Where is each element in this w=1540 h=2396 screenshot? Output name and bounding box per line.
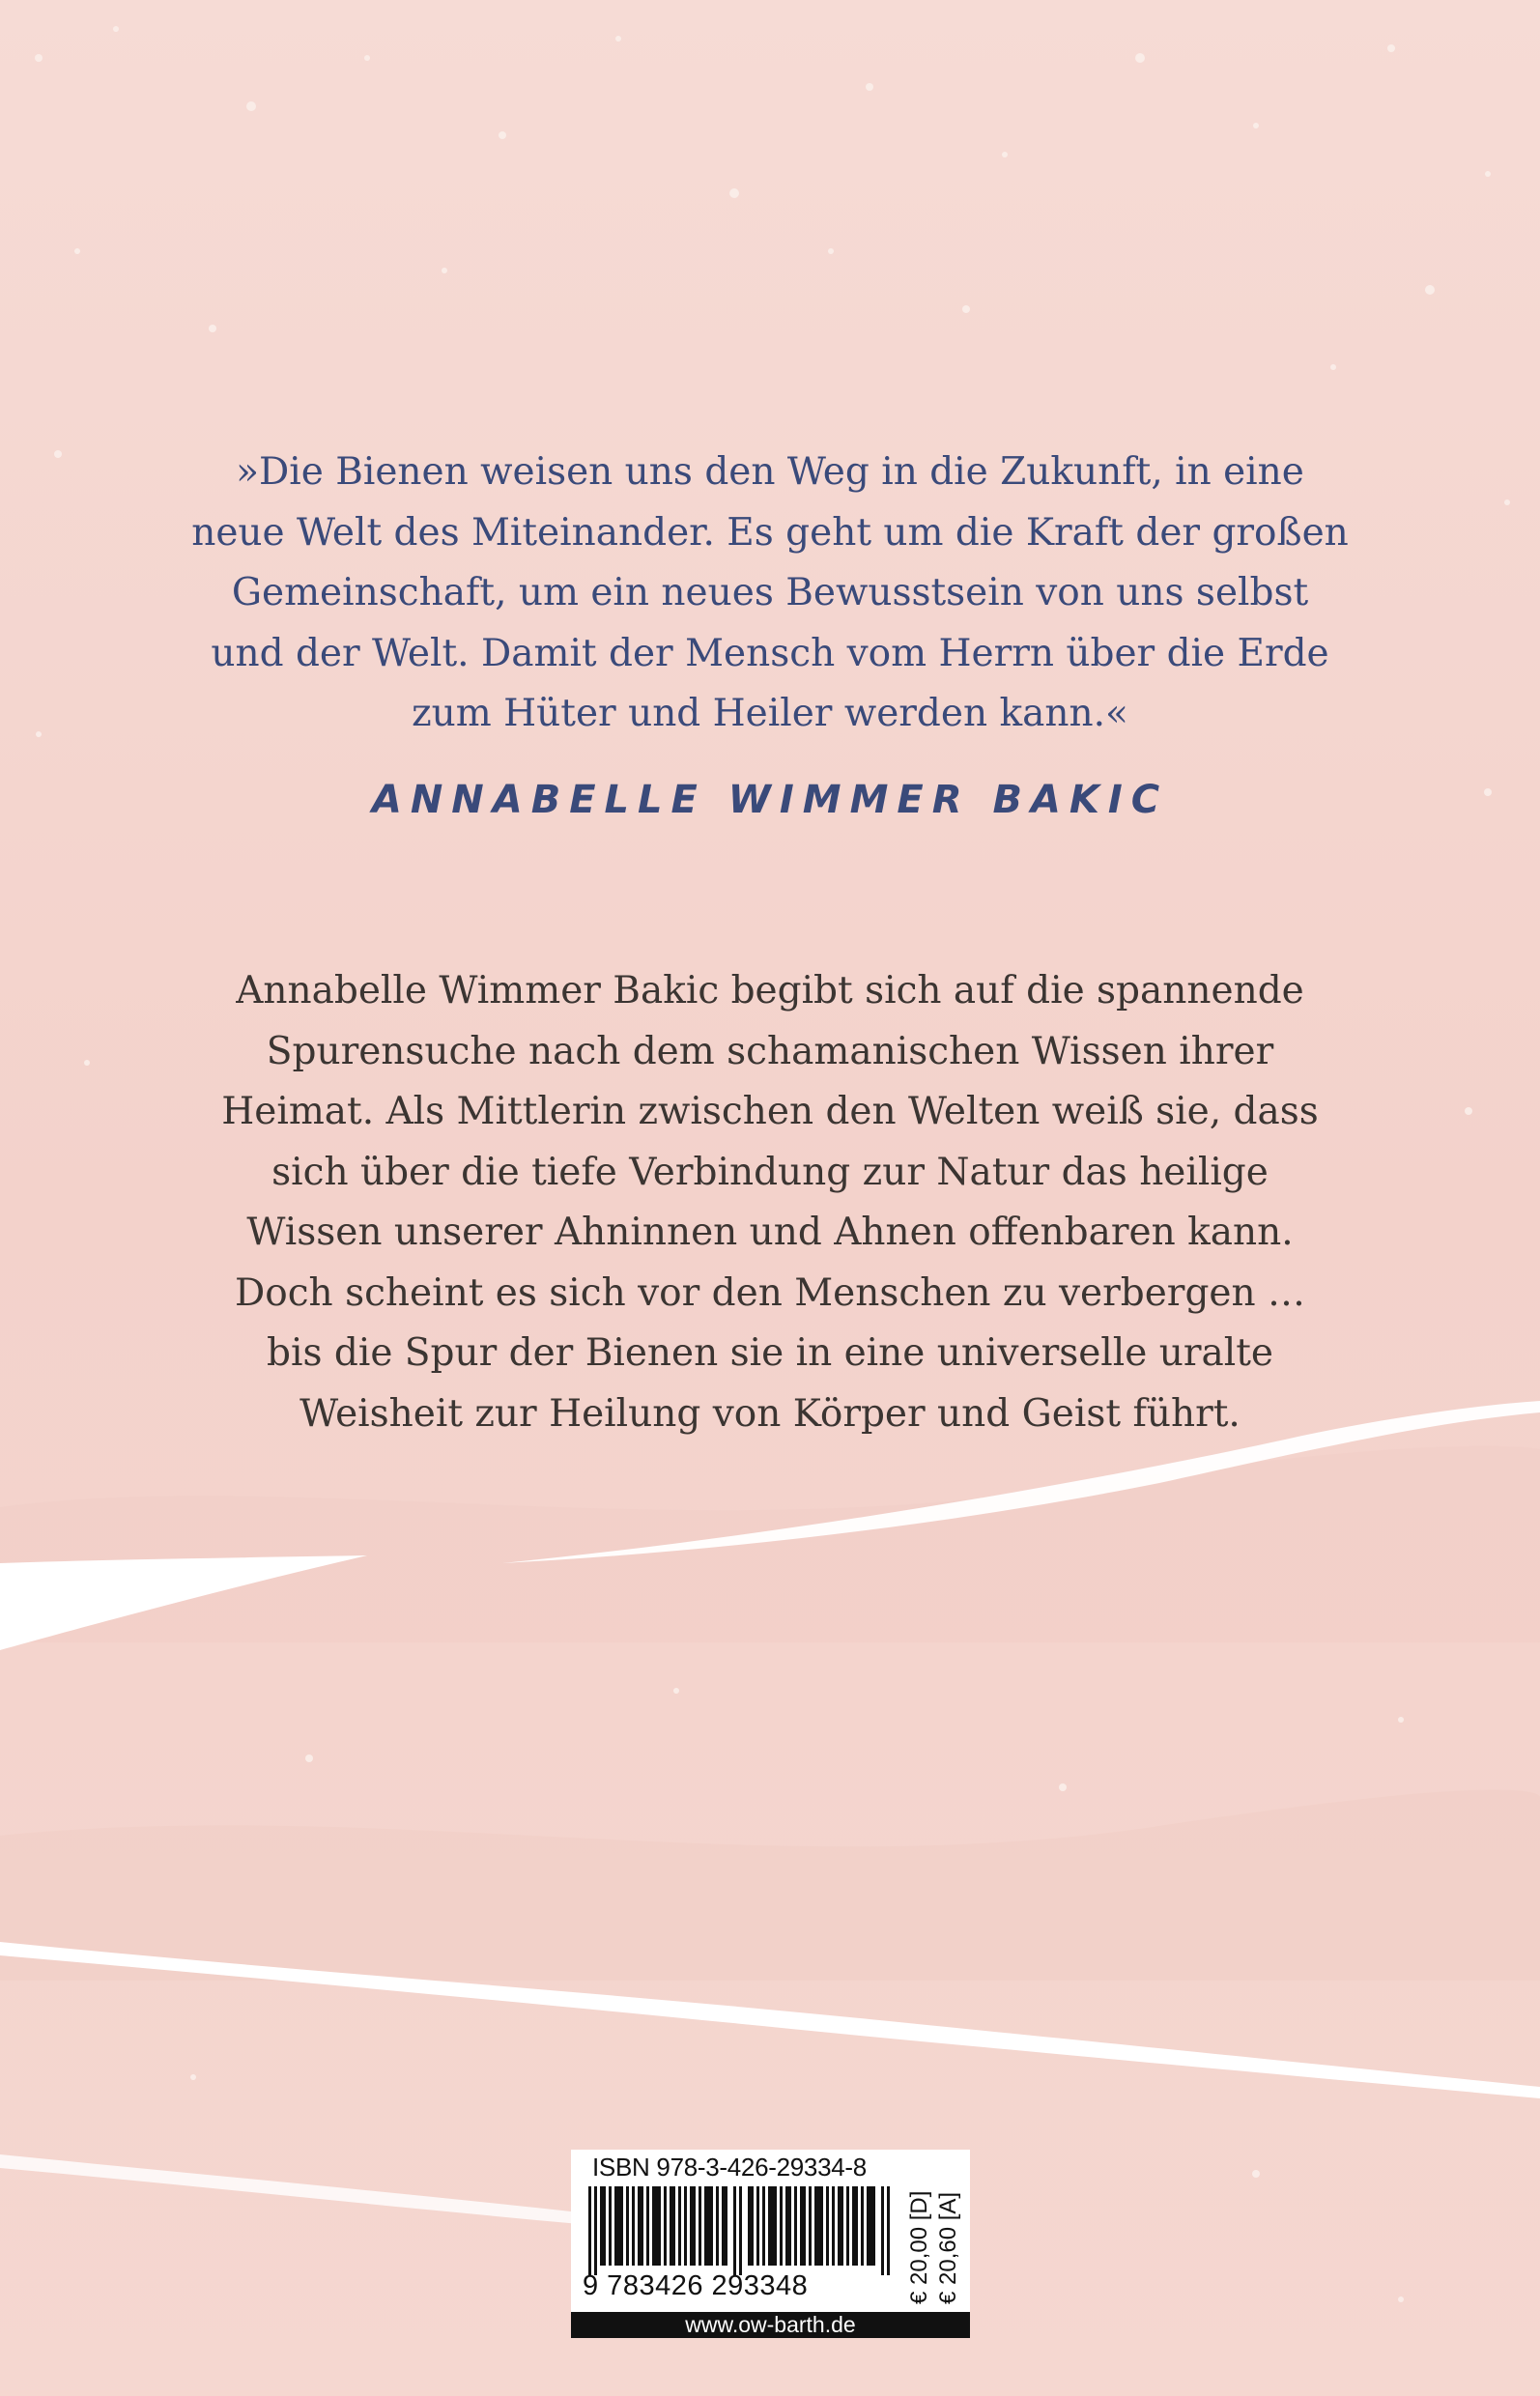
isbn-number: ISBN 978-3-426-29334-8 — [592, 2153, 867, 2182]
price-austria: € 20,60 [A] — [935, 2191, 961, 2304]
barcode-digits: 9 783426 293348 — [583, 2270, 809, 2301]
barcode-icon — [588, 2186, 898, 2275]
quote-line: zum Hüter und Heiler werden kann.« — [412, 692, 1128, 735]
quote-author: ANNABELLE WIMMER BAKIC — [371, 778, 1169, 822]
description-line: bis die Spur der Bienen sie in eine universelle uralte — [267, 1331, 1273, 1375]
quote-line: und der Welt. Damit der Mensch vom Herrn über die Erde — [211, 631, 1329, 675]
barcode-label — [571, 2150, 970, 2338]
description-line: Wissen unserer Ahninnen und Ahnen offenbaren kann. — [246, 1211, 1294, 1254]
description-line: Weisheit zur Heilung von Körper und Geist führt. — [299, 1391, 1241, 1436]
description-line: Heimat. Als Mittlerin zwischen den Welten weiß sie, dass — [221, 1090, 1319, 1133]
description-line: Doch scheint es sich vor den Menschen zu verbergen … — [234, 1270, 1306, 1315]
publisher-url: www.ow-barth.de — [571, 2312, 970, 2338]
quote-line: »Die Bienen weisen uns den Weg in die Zukunft, in eine — [236, 450, 1304, 494]
description-line: Spurensuche nach dem schamanischen Wissen ihrer — [266, 1029, 1274, 1073]
description-line: sich über die tiefe Verbindung zur Natur das heilige — [271, 1150, 1269, 1194]
price-germany: € 20,00 [D] — [906, 2190, 932, 2304]
quote-line: Gemeinschaft, um ein neues Bewusstsein von uns selbst — [231, 571, 1309, 614]
pull-quote — [155, 442, 1385, 745]
book-description — [155, 961, 1385, 1444]
price-block — [904, 2159, 962, 2309]
description-line: Annabelle Wimmer Bakic begibt sich auf die spannende — [236, 969, 1304, 1013]
quote-line: neue Welt des Miteinander. Es geht um die Kraft der großen — [191, 510, 1349, 555]
